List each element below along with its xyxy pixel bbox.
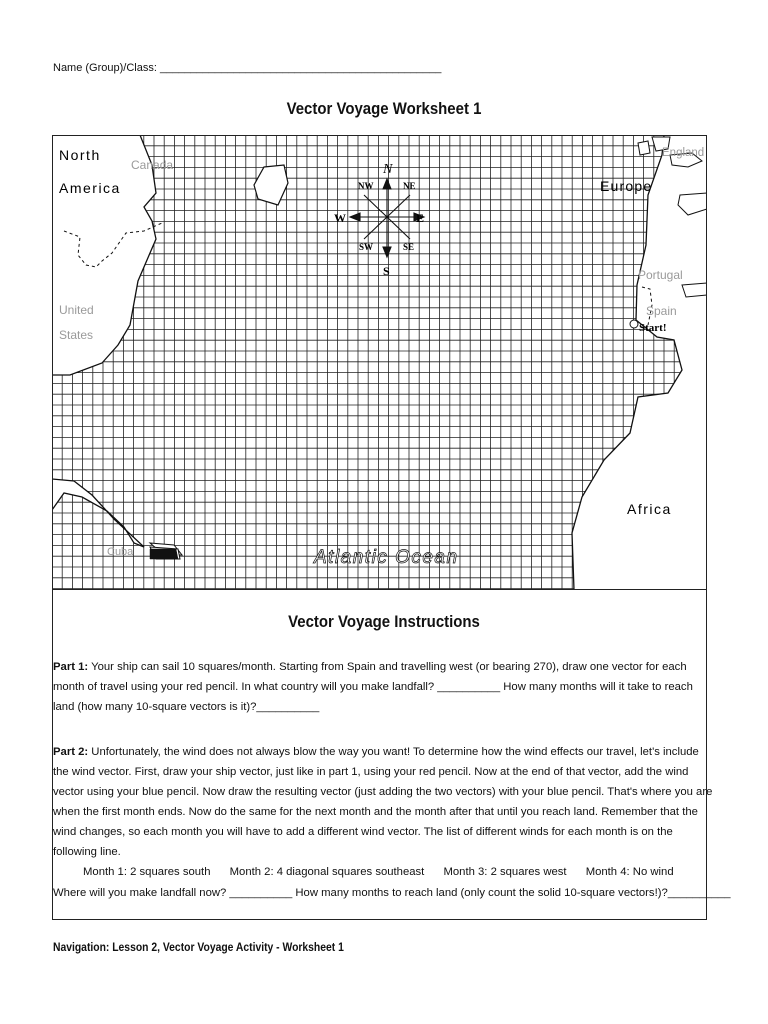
- worksheet-title: Vector Voyage Worksheet 1: [286, 99, 482, 118]
- compass-sw-label: SW: [359, 242, 374, 252]
- wind-months-line: [83, 866, 690, 878]
- part1-text: Your ship can sail 10 squares/month. Starting from Spain and travelling west (or bearing 270), draw one vector for each month of travel using your red pencil. In what country will you make landfall? __________ How many months will it take to reach land (how many 10-square vectors is it)?__________: [53, 661, 693, 713]
- compass-se-label: SE: [403, 242, 415, 252]
- start-label: Start!: [639, 322, 667, 334]
- compass-e-label: E: [416, 211, 425, 225]
- part2-paragraph: [53, 742, 715, 862]
- month-4-wind: Month 4: No wind: [585, 866, 674, 878]
- united-label: United: [59, 303, 94, 317]
- name-class-line: Name (Group)/Class: ______________________________________________: [53, 62, 442, 74]
- landfall-question: Where will you make landfall now? __________ How many months to reach land (only count the solid 10-square vectors!)?__________: [53, 887, 731, 899]
- part1-label: Part 1:: [53, 661, 89, 673]
- instructions-title: Vector Voyage Instructions: [288, 612, 480, 631]
- cuba-label: Cuba: [107, 546, 134, 558]
- month-2-wind: Month 2: 4 diagonal squares southeast: [229, 866, 425, 878]
- part1-paragraph: [53, 657, 715, 717]
- africa-label: Africa: [627, 501, 672, 517]
- part2-label: Part 2:: [53, 746, 89, 758]
- compass-n-label: N: [383, 162, 393, 177]
- america-label: America: [59, 180, 121, 196]
- england-label: England: [662, 147, 705, 159]
- portugal-label: Portugal: [638, 268, 683, 282]
- atlantic-ocean-label: Atlantic Ocean: [314, 547, 459, 568]
- footer-navigation: Navigation: Lesson 2, Vector Voyage Activity - Worksheet 1: [53, 942, 344, 954]
- compass-ne-label: NE: [403, 181, 416, 191]
- month-1-wind: Month 1: 2 squares south: [83, 866, 211, 878]
- part2-text: Unfortunately, the wind does not always blow the way you want! To determine how the wind effects our travel, let's include the wind vector. First, draw your ship vector, just like in part 1, using your red pencil. Now at the end of that vector, add the wind vector using your blue pencil. Now draw the resulting vector (just adding the two vectors) with your blue pencil. That's where you are when the first month ends. Now do the same for the next month and the month after that until you reach land. Remember that the wind changes, so each month you will have to add a different wind vector. The list of different winds for each month is on the following line.: [53, 746, 713, 858]
- north-label: North: [59, 147, 101, 163]
- compass-nw-label: NW: [358, 181, 374, 191]
- spain-label: Spain: [646, 304, 677, 318]
- states-label: States: [59, 328, 94, 342]
- compass-s-label: S: [383, 264, 390, 278]
- compass-w-label: W: [334, 211, 346, 225]
- canada-label: Canada: [131, 158, 174, 172]
- europe-label: Europe: [600, 178, 653, 194]
- month-3-wind: Month 3: 2 squares west: [443, 866, 567, 878]
- map-divider-line: [52, 589, 707, 590]
